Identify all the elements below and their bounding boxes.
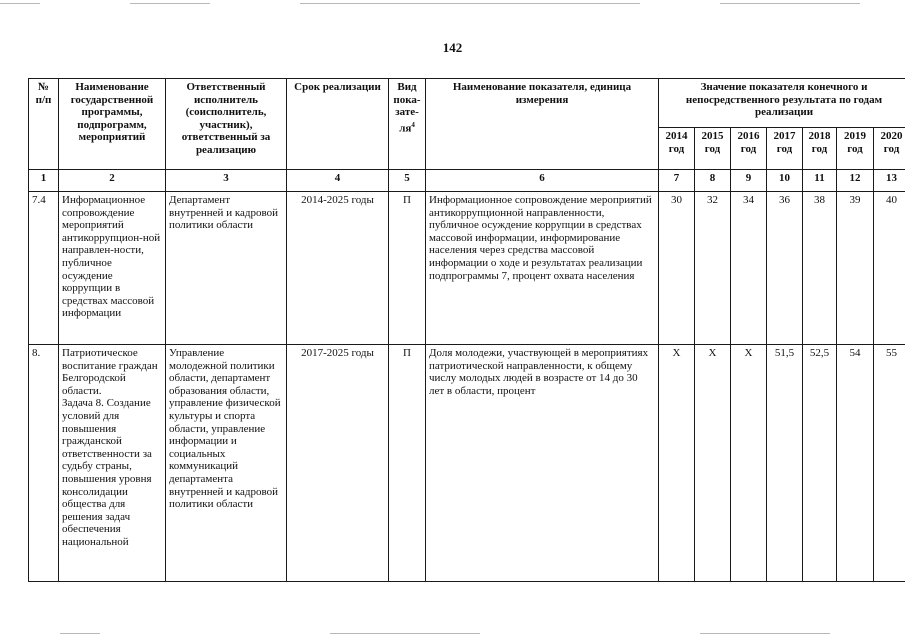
column-number: 13 — [874, 170, 905, 192]
table-header-row — [29, 79, 905, 128]
row-indicator-name: Доля молодежи, участвующей в мероприятиях патриотической направленности, к общему числу молодых людей в возрасте от 14 до 30 лет в области, процент — [426, 345, 659, 582]
header-year-2020: 2020 год — [874, 128, 905, 170]
table-row — [29, 192, 905, 345]
row-value-2020: 55 — [874, 345, 905, 582]
column-number: 5 — [389, 170, 426, 192]
row-executor: Департамент внутренней и кадровой политики области — [166, 192, 287, 345]
row-value-2015: 32 — [695, 192, 731, 345]
column-number: 8 — [695, 170, 731, 192]
column-numbers-row — [29, 170, 905, 192]
header-indicator-name: Наименование показателя, единица измерения — [426, 79, 659, 170]
row-term: 2014-2025 годы — [287, 192, 389, 345]
column-number: 7 — [659, 170, 695, 192]
column-number: 2 — [59, 170, 166, 192]
header-program-name: Наименование государственной программы, подпрограмм, мероприятий — [59, 79, 166, 170]
row-value-2019: 39 — [837, 192, 874, 345]
scan-artifact-top-3 — [300, 3, 640, 4]
table-row — [29, 345, 905, 582]
scan-artifact-bottom-3 — [700, 633, 830, 634]
scan-artifact-top-2 — [130, 3, 210, 4]
row-indicator-kind: П — [389, 192, 426, 345]
header-year-2014: 2014 год — [659, 128, 695, 170]
row-value-2015: X — [695, 345, 731, 582]
scan-artifact-top-4 — [720, 3, 860, 4]
header-year-2018: 2018 год — [803, 128, 837, 170]
row-value-2018: 38 — [803, 192, 837, 345]
indicators-table — [28, 78, 905, 582]
header-indicator-kind — [389, 79, 426, 170]
row-value-2014: X — [659, 345, 695, 582]
row-value-2018: 52,5 — [803, 345, 837, 582]
footnote-mark: 4 — [411, 120, 415, 129]
column-number: 10 — [767, 170, 803, 192]
scan-artifact-bottom-1 — [60, 633, 100, 634]
row-value-2020: 40 — [874, 192, 905, 345]
row-number: 8. — [29, 345, 59, 582]
row-program-name: Патриотическое воспитание граждан Белгородской области. Задача 8. Создание условий для повышения гражданской ответственности за судьбу страны, повышения уровня консолидации общества для решения задач обеспечения национальной — [59, 345, 166, 582]
row-value-2017: 36 — [767, 192, 803, 345]
header-year-2019: 2019 год — [837, 128, 874, 170]
header-indicator-kind-text: Вид пока-зате-ля — [393, 81, 421, 135]
column-number: 3 — [166, 170, 287, 192]
header-year-2016: 2016 год — [731, 128, 767, 170]
row-value-2016: X — [731, 345, 767, 582]
header-num: № п/п — [29, 79, 59, 170]
column-number: 11 — [803, 170, 837, 192]
row-indicator-kind: П — [389, 345, 426, 582]
row-indicator-name: Информационное сопровождение мероприятий антикоррупционной направленности, публичное осуждение коррупции в средствах массовой информации, информирование населения через средства массовой информации о ходе и результатах реализации подпрограммы 7, процент охвата населения — [426, 192, 659, 345]
column-number: 1 — [29, 170, 59, 192]
row-term: 2017-2025 годы — [287, 345, 389, 582]
page-number: 142 — [442, 40, 463, 55]
row-value-2014: 30 — [659, 192, 695, 345]
scan-artifact-bottom-2 — [330, 633, 480, 634]
scan-artifact-top-1 — [0, 3, 40, 4]
row-program-name: Информационное сопровождение мероприятий антикоррупцион-ной направлен-ности, публичное осуждение коррупции в средствах массовой информации — [59, 192, 166, 345]
header-values-by-year: Значение показателя конечного и непосредственного результата по годам реализации — [659, 79, 905, 128]
header-year-2017: 2017 год — [767, 128, 803, 170]
header-executor: Ответственный исполнитель (соисполнитель, участник), ответственный за реализацию — [166, 79, 287, 170]
row-executor: Управление молодежной политики области, департамент образования области, управление физической культуры и спорта области, управление информации и социальных коммуникаций департамента внутренней и кадровой политики области — [166, 345, 287, 582]
row-value-2016: 34 — [731, 192, 767, 345]
column-number: 12 — [837, 170, 874, 192]
header-year-2015: 2015 год — [695, 128, 731, 170]
header-term: Срок реализации — [287, 79, 389, 170]
column-number: 9 — [731, 170, 767, 192]
column-number: 4 — [287, 170, 389, 192]
column-number: 6 — [426, 170, 659, 192]
row-value-2017: 51,5 — [767, 345, 803, 582]
row-number: 7.4 — [29, 192, 59, 345]
row-value-2019: 54 — [837, 345, 874, 582]
